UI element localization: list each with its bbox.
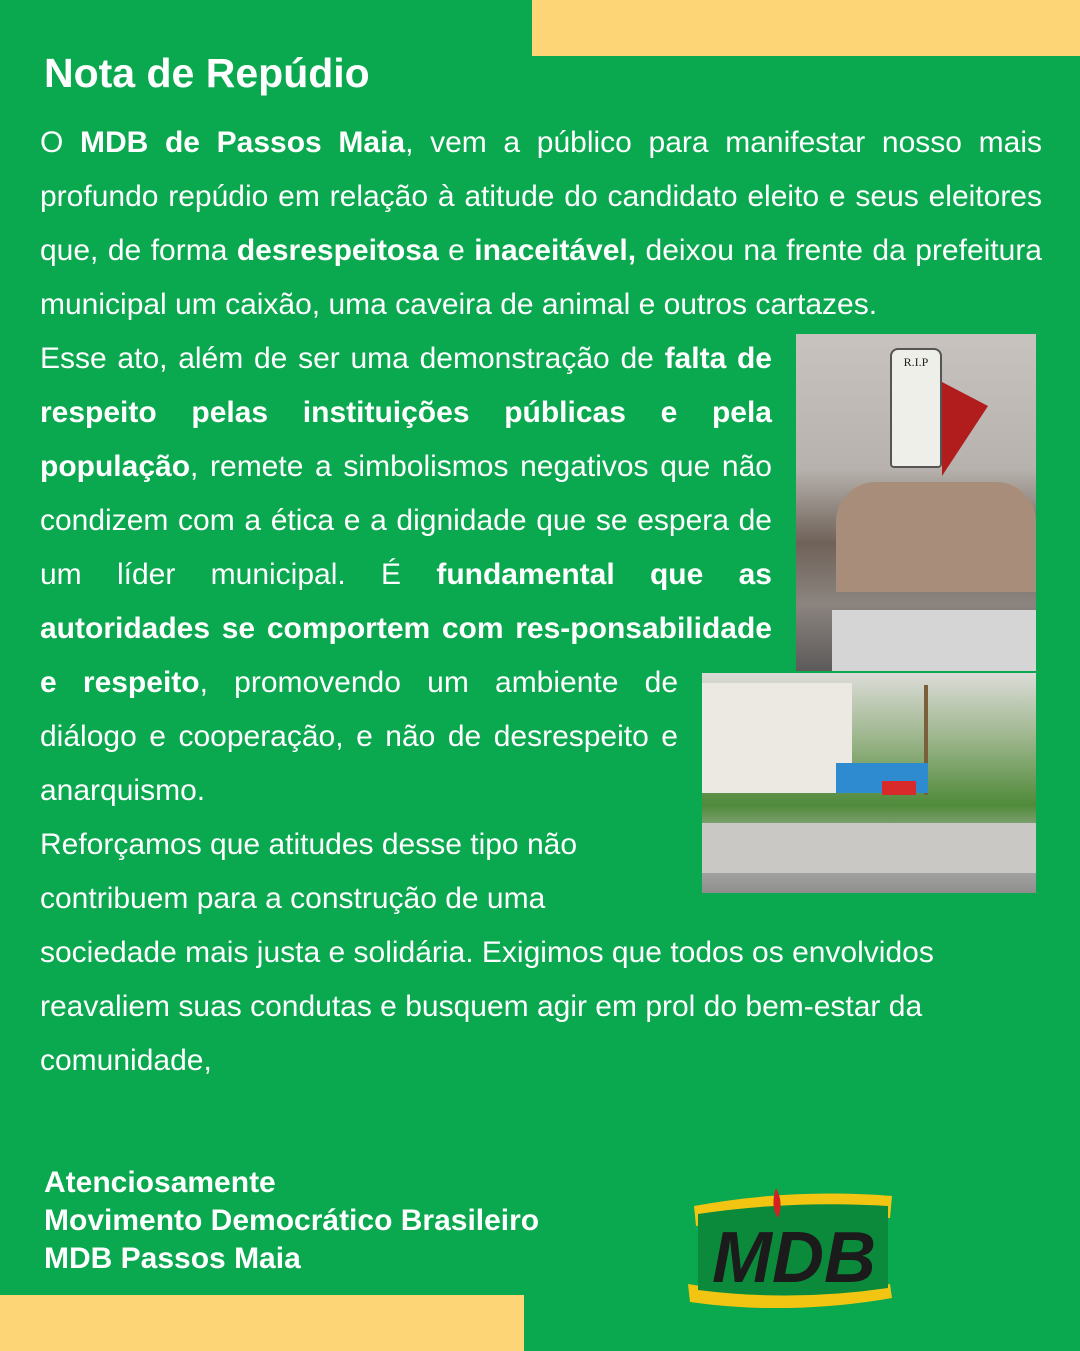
building-shape bbox=[702, 683, 852, 793]
mdb-logo-icon bbox=[684, 1184, 900, 1308]
p1-text-a: O bbox=[40, 126, 80, 159]
crowd-shape bbox=[836, 482, 1036, 592]
wall-shape bbox=[702, 823, 1036, 873]
p2-text-a: Esse ato, além de ser uma demonstração de bbox=[40, 342, 665, 375]
truck-shape bbox=[832, 610, 1036, 671]
paragraph-1 bbox=[40, 116, 1042, 332]
sign-off-organization: Movimento Democrático Brasileiro bbox=[44, 1204, 540, 1237]
bottom-accent-bar bbox=[0, 1295, 524, 1351]
city-hall-photo bbox=[702, 673, 1036, 893]
protest-photo bbox=[796, 334, 1036, 671]
p2-bold-fundamental: fundamental que as autoridades se comportem com res-ponsabilidade e respeito bbox=[40, 558, 772, 699]
sign-red-shape bbox=[882, 781, 916, 795]
statement-body bbox=[40, 116, 1042, 1088]
sign-off-branch: MDB Passos Maia bbox=[44, 1242, 301, 1275]
p1-bold-disrespectful: desrespeitosa bbox=[236, 234, 439, 267]
coffin-text: R.I.P bbox=[903, 355, 929, 369]
coffin-shape bbox=[890, 348, 942, 468]
sign-off bbox=[44, 1164, 539, 1278]
p1-bold-unacceptable: inaceitável, bbox=[474, 234, 637, 267]
p1-bold-party: MDB de Passos Maia bbox=[80, 126, 406, 159]
red-flag-shape bbox=[942, 382, 988, 476]
p1-text-e: e bbox=[438, 234, 475, 267]
p1-text-g: deixou na frente da prefeitura municipal um caixão, uma caveira de animal e outros cartazes. bbox=[40, 234, 1042, 321]
logo-text: MDB bbox=[712, 1218, 876, 1298]
paragraph-3: Reforçamos que atitudes desse tipo não contribuem para a construção de uma sociedade mais justa e solidária. Exigimos que todos os envolvidos reavaliem suas condutas e busquem agir em prol do bem-estar da comunidade, bbox=[40, 828, 934, 1077]
p2-text-e: , promovendo um ambiente de diálogo e cooperação, e não de desrespeito e anarquismo. bbox=[40, 666, 679, 807]
p1-text-c: , vem a público para manifestar nosso mais profundo repúdio em relação à atitude do candidato eleito e seus eleitores que, de forma bbox=[40, 126, 1042, 267]
p2-bold-lack-of-respect: falta de respeito pelas instituições públicas e pela população bbox=[40, 342, 772, 483]
page-title: Nota de Repúdio bbox=[44, 50, 370, 96]
p2-text-c: , remete a simbolismos negativos que não condizem com a ética e a dignidade que se espera de um líder municipal. É bbox=[40, 450, 772, 591]
top-accent-bar bbox=[532, 0, 1080, 56]
sign-off-greeting: Atenciosamente bbox=[44, 1166, 276, 1199]
